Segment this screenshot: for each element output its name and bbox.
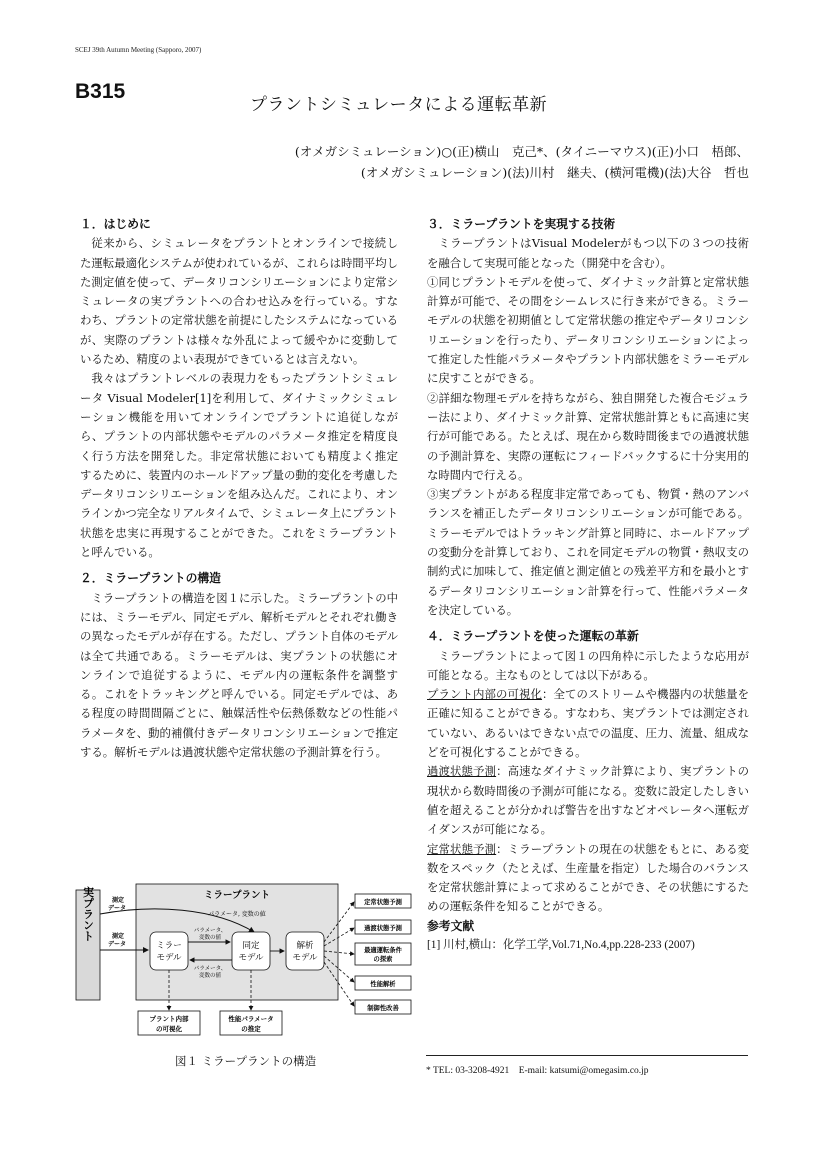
section-1-paragraph-2: 我々はプラントレベルの表現力をもったプラントシミュレータ Visual Modeler[1]を利用して、ダイナミックシミュレーション機能を用いてオンラインでプラントに追従しながら、プラントの内部状態やモデルのパラメータ推定を精度良く行う方法を開発した。非定常状態においても精度よく推定するために、装置内のホールドアップ量の動的変化を考慮したデータリコンシリエーションを組み込んだ。これにより、オンラインかつ完全なリアルタイムで、シミュレータ上にプラント状態を忠実に再現することができた。これをミラープラントと呼んでいる。: [80, 371, 398, 560]
real-plant-label: 実プラント: [81, 886, 95, 942]
app-control-label: 制御性改善: [367, 1005, 399, 1012]
left-column: [80, 215, 398, 762]
ident-model-b: モデル: [238, 953, 264, 963]
section-3-item-1: ①同じプラントモデルを使って、ダイナミック計算と定常状態計算が可能で、その間をシームレスに行き来ができる。ミラーモデルの状態を初期値として定常状態の推定やデータリコンシリエーションを行ったり、データリコンシリエーションによって推定した性能パラメータやプラント内部状態をミラーモデルに戻すことができる。: [427, 274, 749, 386]
section-3-paragraph-1: ミラープラントはVisual Modelerがもつ以下の３つの技術を融合して実現可能となった（開発中を含む）。: [427, 236, 749, 270]
visualization-box-b: の可視化: [156, 1025, 182, 1033]
references-heading: 参考文献: [427, 918, 475, 933]
ident-model-a: 同定: [242, 941, 260, 951]
measured-data-1-b: データ: [108, 905, 127, 912]
section-3-heading: ３．ミラープラントを実現する技術: [427, 217, 616, 231]
param-low-a: パラメータ、: [193, 966, 227, 972]
section-1-paragraph-1: 従来から、シミュレータをプラントとオンラインで接続した運転最適化システムが使われているが、これらは時間平均した測定値を使って、データリコンシリエーションにより定常シミュレータの実プラントへの合わせ込みを行っている。すなわち、プラントの定常状態を前提にしたシステムになっているが、実際のプラントは様々な外乱によって緩やかに変動しているため、精度のよい表現ができているとは言えない。: [80, 236, 398, 367]
measured-data-1-a: 測定: [112, 897, 125, 904]
app-transient-label: 過渡状態予測: [364, 925, 402, 932]
mirror-plant-label: ミラープラント: [203, 890, 271, 901]
estimation-box-b: の推定: [241, 1025, 261, 1033]
authors-line-1: (オメガシミュレーション)○(正)横山 克己*、(タイニーマウス)(正)小口 梧郎、: [294, 144, 749, 159]
section-3-item-3: ③実プラントがある程度非定常であっても、物質・熱のアンバランスを補正したデータリコンシリエーションが可能である。ミラーモデルではトラッキング計算と同時に、ホールドアップの変動分を計算しており、これを同定モデルの物質・熱収支の制約式に加味して、推定値と測定値との残差平方和を最小とするデータリコンシリエーション計算を行って、性能パラメータを決定している。: [427, 487, 749, 617]
section-4-item-visualization: [427, 685, 749, 762]
section-1-heading: １．はじめに: [80, 217, 151, 231]
section-4-item-transient: [427, 762, 749, 839]
footnote: * TEL: 03-3208-4921 E-mail: katsumi@omegasim.co.jp: [426, 1066, 649, 1076]
analysis-model-a: 解析: [296, 941, 314, 951]
measured-data-2-a: 測定: [112, 933, 125, 940]
param-var-top: パラメータ, 変数の値: [208, 911, 266, 918]
analysis-model-b: モデル: [292, 953, 318, 963]
param-mid-a: パラメータ、: [193, 928, 227, 934]
figure-caption: 図１ ミラープラントの構造: [175, 1054, 317, 1068]
steady-term: 定常状態予測: [427, 841, 497, 856]
paper-code: B315: [75, 80, 126, 103]
estimation-box-a: 性能パラメータ: [228, 1015, 274, 1023]
footnote-rule: [426, 1055, 748, 1056]
visualization-text: ：全てのストリームや機器内の状態量を正確に知ることができる。すなわち、実プラントでは測定されていない、あるいはできない点での温度、圧力、流量、組成などを可視化することができる。: [427, 687, 749, 760]
app-optimum-label-a: 最適運転条件: [364, 947, 402, 954]
section-2-heading: ２．ミラープラントの構造: [80, 571, 221, 586]
section-3-item-2: ②詳細な物理モデルを持ちながら、独自開発した複合モジュラー法により、ダイナミック計算、定常状態計算ともに高速に実行が可能である。たとえば、現在から数時間後までの過渡状態の予測計算を、実際の運転にフィードバックするに十分実用的な時間内で行える。: [427, 390, 749, 482]
app-optimum-label-b: の探索: [373, 956, 393, 963]
mirror-model-a: ミラー: [156, 941, 182, 951]
section-4-heading: ４．ミラープラントを使った運転の革新: [427, 629, 639, 644]
mirror-model-box: [150, 932, 188, 970]
paper-title: プラントシミュレータによる運転革新: [250, 95, 548, 115]
param-low-b: 変数の値: [198, 973, 222, 979]
ident-model-box: [232, 932, 270, 970]
reference-1: [1] 川村,横山：化学工学,Vol.71,No.4,pp.228-233 (2007): [427, 938, 695, 951]
section-4-item-steady: [427, 840, 749, 917]
transient-text: ：高速なダイナミック計算により、実プラントの現状から数時間後の予測が可能になる。変数に設定したしきい値を超えることが分かれば警告を出すなどオペレータへ運転ガイダンスが可能になる。: [427, 764, 749, 837]
param-mid-b: 変数の値: [198, 935, 222, 941]
measured-data-2-b: データ: [108, 941, 127, 948]
app-steady-label: 定常状態予測: [364, 899, 402, 906]
mirror-model-b: モデル: [156, 953, 182, 963]
right-column: [427, 215, 749, 955]
analysis-model-box: [286, 932, 324, 970]
steady-text: ：ミラープラントの現在の状態をもとに、ある変数をスペック（たとえば、生産量を指定）した場合のバランスを定常状態計算によって求めることができ、その状態にするための運転条件を知ることができる。: [427, 841, 749, 914]
figure-1-diagram: [74, 880, 414, 1070]
section-2-paragraph-1: ミラープラントの構造を図１に示した。ミラープラントの中には、ミラーモデル、同定モデル、解析モデルとそれぞれ働きの異なったモデルが存在する。ただし、プラント自体のモデルは全て共通である。ミラーモデルは、実プラントの状態にオンラインで追従するように、モデル内の運転条件を調整する。これをトラッキングと呼んでいる。同定モデルでは、ある程度の時間間隔ごとに、触媒活性や伝熱係数などの性能パラメータを、動的補償付きデータリコンシリエーションで推定する。解析モデルは過渡状態や定常状態の予測計算を行う。: [80, 590, 398, 760]
section-4-paragraph-1: ミラープラントによって図１の四角枠に示したような応用が可能となる。主なものとしては以下がある。: [427, 648, 749, 682]
visualization-box-a: プラント内部: [149, 1015, 189, 1023]
authors-line-2: (オメガシミュレーション)(法)川村 継夫、(横河電機)(法)大谷 哲也: [360, 165, 749, 180]
conference-header: SCEJ 39th Autumn Meeting (Sapporo, 2007): [75, 46, 202, 54]
transient-term: 過渡状態予測: [427, 764, 497, 779]
app-performance-label: 性能解析: [370, 981, 396, 988]
visualization-term: プラント内部の可視化: [427, 687, 543, 702]
